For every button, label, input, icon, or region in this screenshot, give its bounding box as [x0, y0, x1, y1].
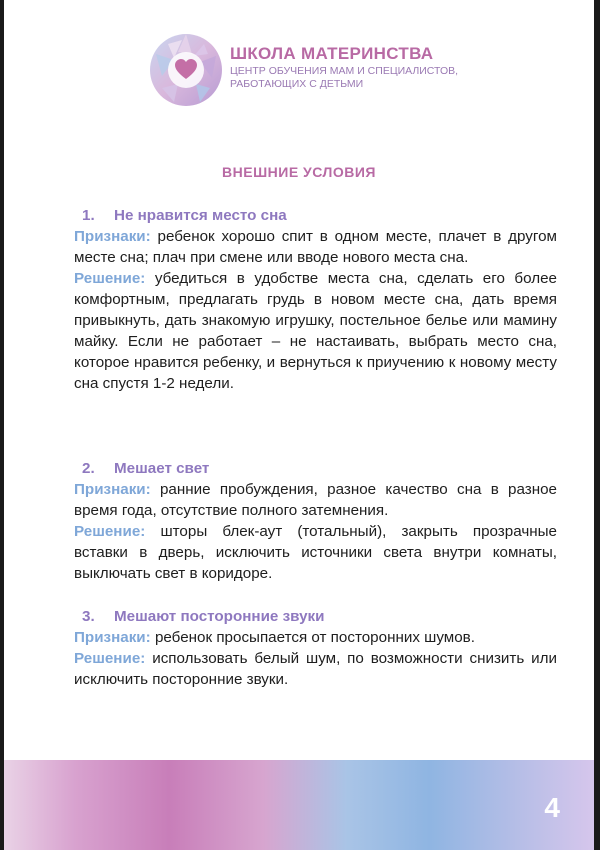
item-heading-text: Мешают посторонние звуки	[114, 608, 325, 625]
item-3	[74, 606, 557, 690]
signs-paragraph	[74, 627, 557, 648]
item-heading	[82, 606, 557, 627]
solution-paragraph	[74, 648, 557, 690]
solution-label: Решение:	[74, 650, 146, 667]
solution-label: Решение:	[74, 523, 146, 540]
document-page	[4, 0, 594, 850]
footer-gradient-band	[4, 760, 594, 850]
solution-text: убедиться в удобстве места сна, сделать его более комфортным, предлагать грудь в новом месте сна, дать время привыкнуть, дать знакомую игрушку, постельное белье или мамину майку. Если не работает – не настаивать, выбрать место сна, которое нравится ребенку, и вернуться к приучению к новому месту сна спустя 1-2 недели.	[74, 270, 557, 392]
signs-label: Признаки:	[74, 481, 151, 498]
solution-paragraph	[74, 268, 557, 394]
signs-paragraph	[74, 479, 557, 521]
solution-text: шторы блек-аут (тотальный), закрыть прозрачные вставки в дверь, исключить источники света внутри комнаты, выключать свет в коридоре.	[74, 523, 557, 582]
item-number: 2.	[82, 460, 95, 477]
signs-paragraph	[74, 226, 557, 268]
signs-text: ребенок просыпается от посторонних шумов.	[154, 629, 475, 646]
item-number: 3.	[82, 608, 95, 625]
brand-title: ШКОЛА МАТЕРИНСТВА	[230, 44, 434, 63]
item-heading	[82, 458, 557, 479]
signs-text: ребенок хорошо спит в одном месте, плачет в другом месте сна; плач при смене или вводе нового места сна.	[74, 228, 557, 266]
school-logo-heart-icon	[148, 32, 224, 108]
page-number: 4	[544, 792, 560, 823]
brand-subtitle: ЦЕНТР ОБУЧЕНИЯ МАМ И СПЕЦИАЛИСТОВ, РАБОТАЮЩИХ С ДЕТЬМИ	[230, 65, 459, 90]
section-title: ВНЕШНИЕ УСЛОВИЯ	[222, 164, 376, 180]
solution-text: использовать белый шум, по возможности снизить или исключить посторонние звуки.	[74, 650, 557, 688]
solution-paragraph	[74, 521, 557, 584]
solution-label: Решение:	[74, 270, 146, 287]
item-1	[74, 205, 557, 394]
signs-label: Признаки:	[74, 228, 151, 245]
signs-label: Признаки:	[74, 629, 151, 646]
item-heading-text: Не нравится место сна	[114, 207, 287, 224]
signs-text: ранние пробуждения, разное качество сна в разное время года, отсутствие полного затемнения.	[74, 481, 557, 519]
item-number: 1.	[82, 207, 95, 224]
item-heading-text: Мешает свет	[114, 460, 210, 477]
item-2	[74, 458, 557, 584]
item-heading	[82, 205, 557, 226]
